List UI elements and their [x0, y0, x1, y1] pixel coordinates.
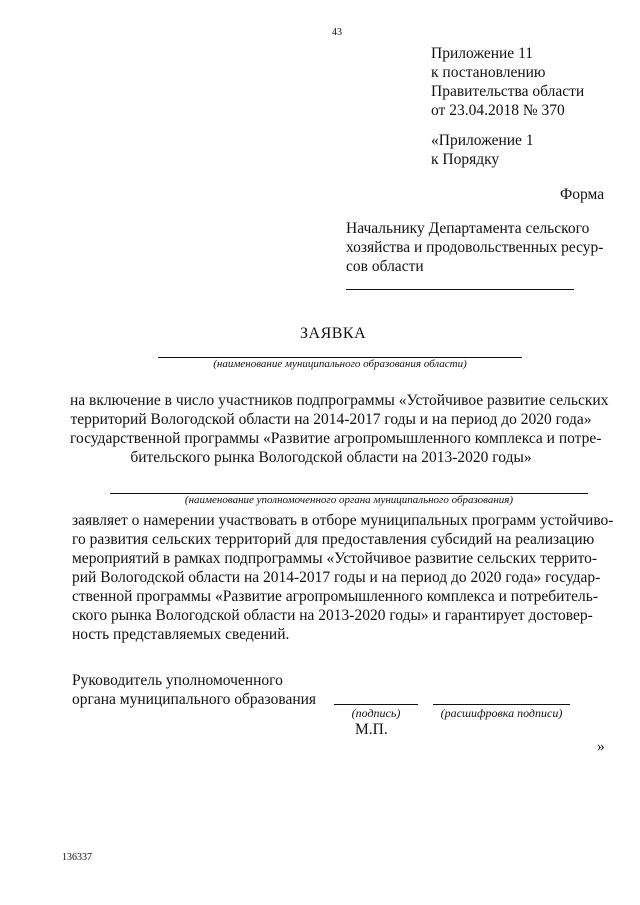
body-line: ского рынка Вологодской области на 2013-2020 годы» и гарантирует достовер-: [72, 607, 593, 624]
page-number: 43: [332, 27, 342, 38]
intro-paragraph: [70, 391, 609, 467]
signatory-line: органа муниципального образования: [72, 691, 317, 708]
intro-line: государственной программы «Развитие агропромышленного комплекса и потре-: [70, 430, 602, 447]
signature-caption: (подпись): [351, 706, 401, 720]
signatory-line: Руководитель уполномоченного: [72, 672, 283, 689]
intro-line: бительского рынка Вологодской области на 2013-2020 годы»: [130, 449, 532, 466]
signature-fill-line: [334, 704, 418, 705]
intro-line: территорий Вологодской области на 2014-2017 годы и на период до 2020 года»: [70, 411, 592, 428]
body-line: мероприятий в рамках подпрограммы «Устойчивое развитие сельских террито-: [72, 550, 598, 567]
signatory-block: [72, 671, 316, 709]
body-paragraph: [72, 511, 614, 644]
body-line: ность представляемых сведений.: [72, 626, 290, 643]
signature-decode-caption: (расшифровка подписи): [440, 706, 563, 720]
authorized-body-caption: (наименование уполномоченного органа муниципального образования): [184, 494, 514, 506]
addressee-name-line: [346, 289, 574, 290]
appendix-line: к постановлению: [431, 64, 546, 81]
appendix-reference-block: [431, 131, 534, 169]
footer-code: 136337: [62, 852, 92, 863]
form-label: Форма: [560, 186, 605, 203]
document-title: ЗАЯВКА: [300, 325, 367, 342]
addressee-line: Начальнику Департамента сельского: [346, 220, 590, 237]
addressee-block: [346, 219, 604, 276]
appendix-line: Приложение 11: [431, 45, 533, 62]
appendix-ref-line: «Приложение 1: [431, 132, 534, 149]
appendix-line: от 23.04.2018 № 370: [431, 102, 565, 119]
stamp-label: М.П.: [355, 721, 388, 738]
intro-line: на включение в число участников подпрограммы «Устойчивое развитие сельских: [70, 392, 609, 409]
signature-decode-fill-line: [433, 704, 570, 705]
appendix-block: [431, 44, 584, 120]
addressee-line: сов области: [346, 258, 424, 275]
body-line: го развития сельских территорий для предоставления субсидий на реализацию: [72, 531, 595, 548]
appendix-line: Правительства области: [431, 83, 585, 100]
body-line: заявляет о намерении участвовать в отборе муниципальных программ устойчиво-: [72, 512, 614, 529]
appendix-ref-line: к Порядку: [431, 151, 500, 168]
body-line: ственной программы «Развитие агропромышленного комплекса и потребитель-: [72, 588, 599, 605]
municipality-caption: (наименование муниципального образования области): [213, 358, 467, 370]
closing-quote-mark: »: [597, 738, 605, 755]
addressee-line: хозяйства и продовольственных ресур-: [346, 239, 604, 256]
body-line: рий Вологодской области на 2014-2017 годы и на период до 2020 года» государ-: [72, 569, 601, 586]
